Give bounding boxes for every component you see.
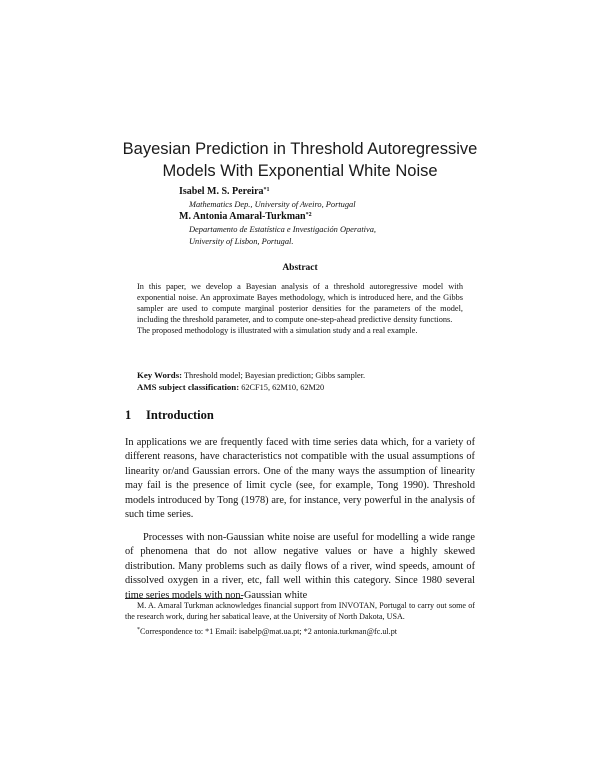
ams-text: 62CF15, 62M10, 62M20 [241,382,325,392]
ams-line [137,382,463,394]
paper-title [100,138,500,182]
section-title: Introduction [146,408,214,422]
keywords-block [137,370,463,393]
keywords-line [137,370,463,382]
footnote-correspondence: *Correspondence to: *1 Email: isabelp@mat.ua.pt; *2 antonia.turkman@fc.ul.pt [137,627,397,636]
intro-paragraph-1: In applications we are frequently faced with time series data which, for a variety of different reasons, have characteristics not compatible with the usual assumptions of linearity or/and Gaussian errors. One of the many ways the assumption of linearity may fail is the presence of limit cycle (see, for example, Tong 1990). Threshold models introduced by Tong (1978) are, for instance, very powerful in the analysis of such time series. [125,437,475,521]
author-1-name: Isabel M. S. Pereira$^{*1}$ [179,186,270,197]
author-1-affiliation: Mathematics Dep., University of Aveiro, Portugal [189,199,356,209]
ams-label: AMS subject classification: [137,381,240,392]
abstract-text [137,281,463,336]
footnote-mark: * [137,627,140,633]
section-number: 1 [125,408,132,422]
abstract-paragraph-2: The proposed methodology is illustrated with a simulation study and a real example. [137,326,418,335]
author-2-affiliation-line-1: Departamento de Estatística e Investigación Operativa, [189,224,377,234]
abstract-paragraph-1: In this paper, we develop a Bayesian analysis of a threshold autoregressive model with exponential noise. An approximate Bayes methodology, which is introduced here, and the Gibbs sampler are used to compute marginal posterior densities for the parameters of the model, including the threshold parameter, and to compute one-step-ahead predictive density functions. [137,282,463,324]
author-2-affiliation-line-2: University of Lisbon, Portugal. [189,237,294,246]
keywords-label: Key Words: [137,370,183,380]
footnote-rule [125,598,243,599]
intro-paragraph-2: Processes with non-Gaussian white noise are useful for modelling a wide range of phenomena that do not allow negative values or have a highly skewed distribution. Many problems such as daily flows of a river, wind speeds, amount of dissolved oxygen in a river, etc, fall well within this category. Since 1980 several time series models with non-Gaussian white [125,531,475,601]
introduction-body [125,436,475,611]
author-2-name: M. Antonia Amaral-Turkman$^{*2}$ [179,211,312,222]
keywords-text: Threshold model; Bayesian prediction; Gibbs sampler. [183,371,366,380]
author-1-marks: *1 [263,187,270,193]
footnotes [125,601,475,643]
title-line-1: Bayesian Prediction in Threshold Autoregressive [122,140,478,158]
footnote-funding: M. A. Amaral Turkman acknowledges financial support from INVOTAN, Portugal to carry out some of the research work, during her sabatical leave, at the University of North Dakota, USA. [125,601,475,621]
author-block [179,186,479,249]
title-line-2: Models With Exponential White Noise [162,162,438,180]
abstract-heading: Abstract [282,263,318,273]
author-2-marks: *2 [305,212,312,218]
section-heading-introduction [125,408,214,423]
